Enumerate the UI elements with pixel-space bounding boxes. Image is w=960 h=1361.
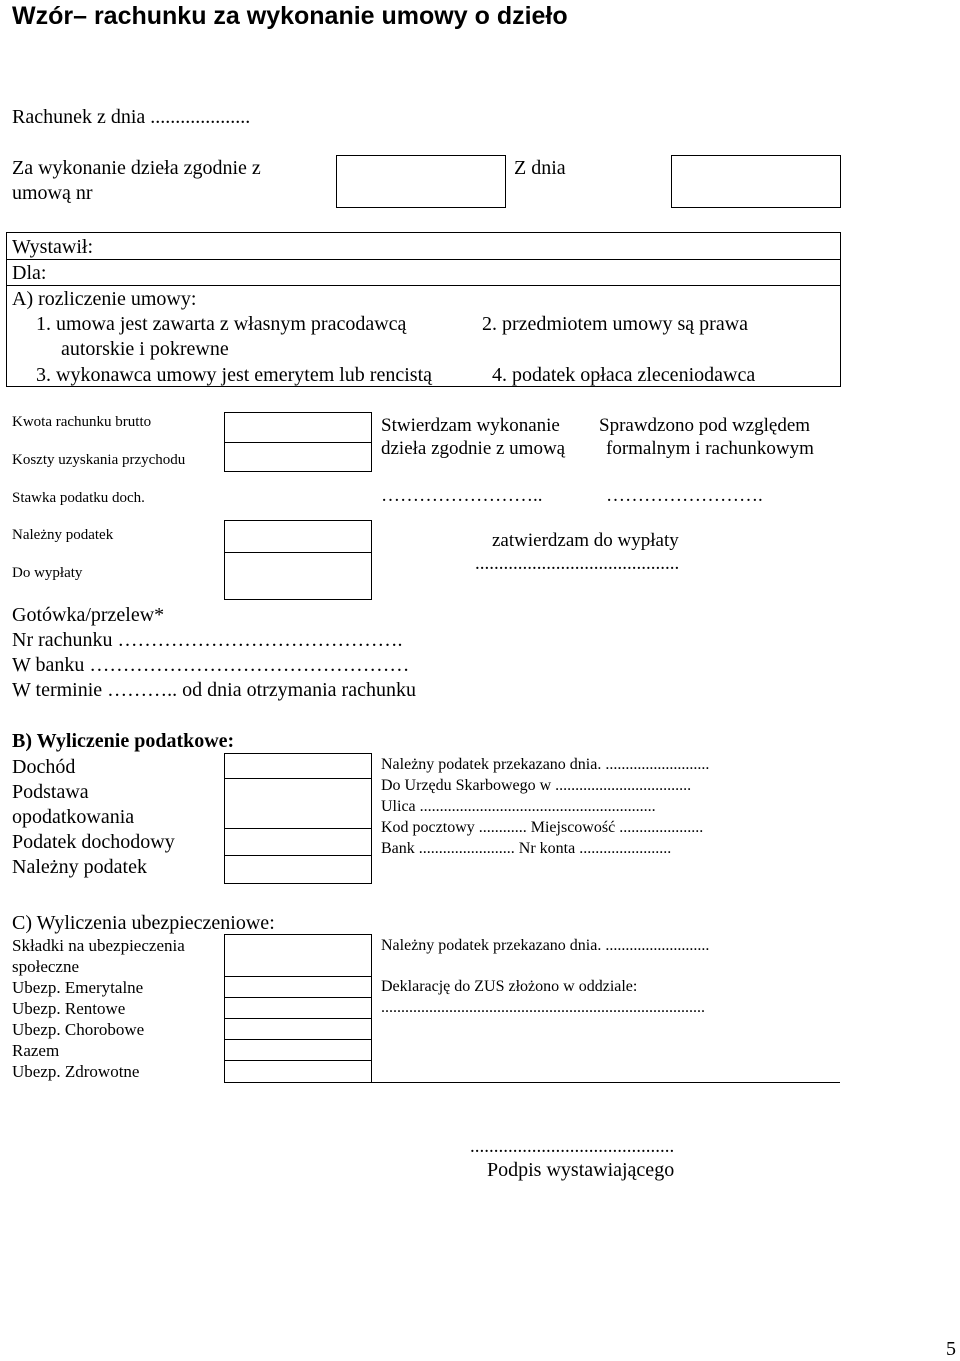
dochod-label: Dochód — [12, 756, 76, 778]
zus-declaration: Deklarację do ZUS złożono w oddziale: — [381, 978, 638, 995]
signature-dots: ........................................... — [470, 1136, 675, 1157]
section-c-heading: C) Wyliczenia ubezpieczeniowe: — [12, 912, 275, 934]
divider — [224, 552, 372, 553]
nalezny-podatek-b-label: Należny podatek — [12, 856, 147, 878]
nalezny-podatek-label: Należny podatek — [12, 527, 114, 543]
tax-office: Do Urzędu Skarbowego w .................................. — [381, 777, 692, 794]
signature-dots-left: …………………….. — [381, 485, 543, 506]
rozliczenie-item-3: 3. wykonawca umowy jest emerytem lub rencistą — [36, 364, 432, 386]
divider — [224, 976, 372, 977]
dla-label: Dla: — [12, 262, 47, 284]
page-number: 5 — [946, 1338, 956, 1360]
stawka-label: Stawka podatku doch. — [12, 490, 145, 506]
w-terminie-line: W terminie ……….. od dnia otrzymania rachunku — [12, 679, 416, 701]
divider — [224, 1082, 840, 1083]
zatwierdzam-text: zatwierdzam do wypłaty — [492, 530, 679, 551]
sprawdzono-text-cont: formalnym i rachunkowym — [606, 438, 814, 459]
amount-field-lower[interactable] — [224, 520, 372, 600]
divider — [224, 1060, 372, 1061]
skladki-label: Składki na ubezpieczenia — [12, 936, 185, 955]
tax-street: Ulica ........................................................... — [381, 798, 656, 815]
rentowe-label: Ubezp. Rentowe — [12, 999, 126, 1018]
stwierdzam-text: Stwierdzam wykonanie — [381, 415, 560, 436]
wystawil-label: Wystawił: — [12, 236, 94, 258]
section-b-heading: B) Wyliczenie podatkowe: — [12, 730, 235, 752]
chorobowe-label: Ubezp. Chorobowe — [12, 1020, 145, 1039]
tax-postcode-city: Kod pocztowy ............ Miejscowość ..................... — [381, 819, 704, 836]
divider — [6, 259, 841, 260]
spoleczne-label: społeczne — [12, 957, 80, 976]
rozliczenie-item-4: 4. podatek opłaca zleceniodawca — [492, 364, 756, 386]
umowa-nr-label: umową nr — [12, 182, 93, 204]
divider — [224, 1039, 372, 1040]
nr-rachunku-line: Nr rachunku ……………………………………. — [12, 629, 403, 651]
rozliczenie-heading: A) rozliczenie umowy: — [12, 288, 197, 310]
signature-dots-right: ……………………. — [606, 485, 763, 506]
divider — [224, 442, 372, 443]
page-title: Wzór– rachunku za wykonanie umowy o dzieło — [12, 2, 568, 30]
signature-label: Podpis wystawiającego — [487, 1159, 675, 1181]
z-dnia-field[interactable] — [671, 155, 841, 208]
zatwierdzam-dots: ........................................... — [475, 553, 680, 574]
umowa-nr-field[interactable] — [336, 155, 506, 208]
zdrowotne-label: Ubezp. Zdrowotne — [12, 1062, 140, 1081]
w-banku-line: W banku ………………………………………… — [12, 654, 410, 676]
gotowka-przelew: Gotówka/przelew* — [12, 604, 165, 626]
stwierdzam-text-cont: dzieła zgodnie z umową — [381, 438, 566, 459]
insurance-transfer-date: Należny podatek przekazano dnia. .......................... — [381, 937, 710, 954]
divider — [224, 934, 372, 935]
divider — [224, 997, 372, 998]
tax-transfer-date: Należny podatek przekazano dnia. .......................... — [381, 756, 710, 773]
divider — [6, 285, 841, 286]
podstawa-label: Podstawa — [12, 781, 89, 803]
razem-label: Razem — [12, 1041, 60, 1060]
tax-bank-account: Bank ........................ Nr konta ....................... — [381, 840, 672, 857]
opodatkowania-label: opodatkowania — [12, 806, 135, 828]
divider — [224, 828, 372, 829]
rozliczenie-item-2-cont: autorskie i pokrewne — [61, 338, 229, 360]
rozliczenie-item-2: 2. przedmiotem umowy są prawa — [482, 313, 749, 335]
kwota-brutto-label: Kwota rachunku brutto — [12, 414, 152, 430]
zus-declaration-dots: ................................................................................. — [381, 999, 705, 1016]
za-wykonanie-label: Za wykonanie dzieła zgodnie z — [12, 157, 261, 179]
podatek-dochodowy-label: Podatek dochodowy — [12, 831, 175, 853]
sprawdzono-text: Sprawdzono pod względem — [599, 415, 811, 436]
divider — [224, 1018, 372, 1019]
divider — [224, 855, 372, 856]
do-wyplaty-label: Do wypłaty — [12, 565, 83, 581]
z-dnia-label: Z dnia — [514, 157, 566, 179]
rachunek-date-line: Rachunek z dnia .................... — [12, 106, 251, 128]
rozliczenie-item-1: 1. umowa jest zawarta z własnym pracodawcą — [36, 313, 407, 335]
koszty-label: Koszty uzyskania przychodu — [12, 452, 186, 468]
tax-values-field[interactable] — [224, 753, 372, 884]
emerytalne-label: Ubezp. Emerytalne — [12, 978, 144, 997]
divider — [224, 778, 372, 779]
